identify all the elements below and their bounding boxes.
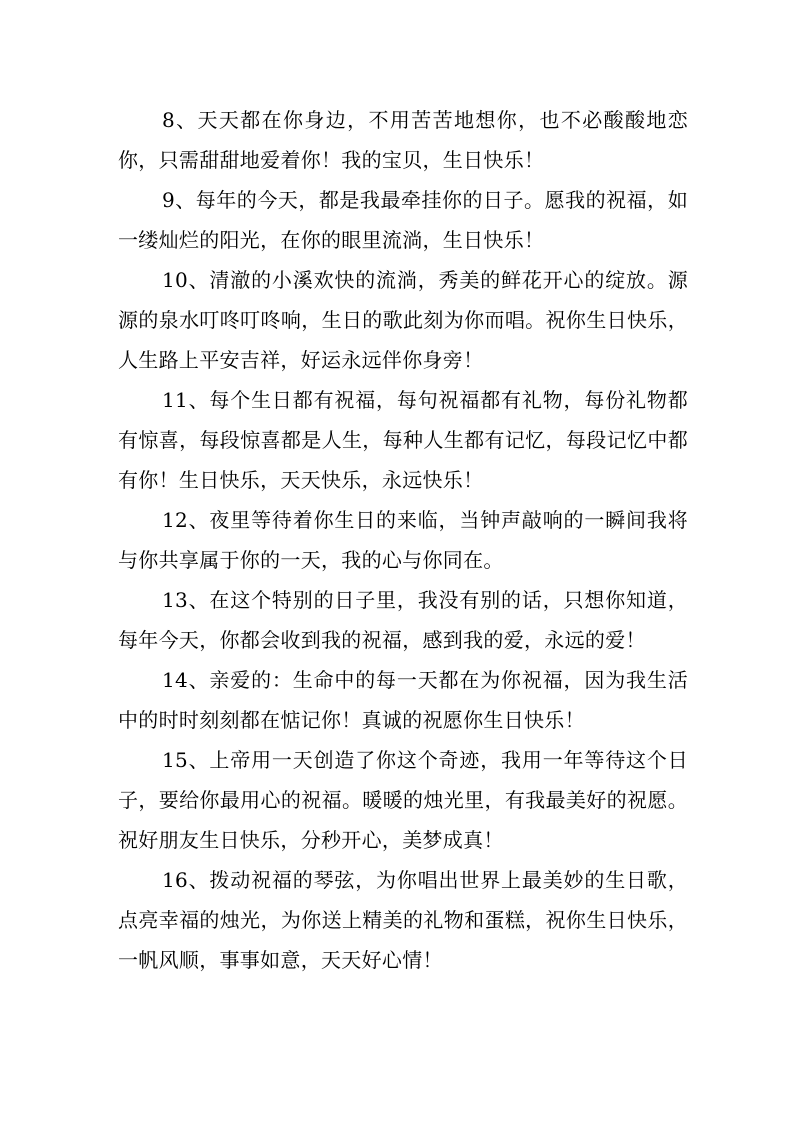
paragraph-11: 11、每个生日都有祝福，每句祝福都有礼物，每份礼物都有惊喜，每段惊喜都是人生，每种人生都有记忆，每段记忆中都有你！生日快乐，天天快乐，永远快乐！ <box>118 388 688 492</box>
paragraph-13: 13、在这个特别的日子里，我没有别的话，只想你知道，每年今天，你都会收到我的祝福，感到我的爱，永远的爱！ <box>118 588 688 652</box>
paragraph-14: 14、亲爱的：生命中的每一天都在为你祝福，因为我生活中的时时刻刻都在惦记你！真诚的祝愿你生日快乐！ <box>118 668 688 732</box>
paragraph-9: 9、每年的今天，都是我最牵挂你的日子。愿我的祝福，如一缕灿烂的阳光，在你的眼里流淌，生日快乐！ <box>118 188 688 252</box>
paragraph-8: 8、天天都在你身边，不用苦苦地想你，也不必酸酸地恋你，只需甜甜地爱着你！我的宝贝，生日快乐！ <box>118 108 688 172</box>
document-body <box>118 100 688 980</box>
paragraph-10: 10、清澈的小溪欢快的流淌，秀美的鲜花开心的绽放。源源的泉水叮咚叮咚响，生日的歌此刻为你而唱。祝你生日快乐，人生路上平安吉祥，好运永远伴你身旁！ <box>118 268 688 372</box>
paragraph-12: 12、夜里等待着你生日的来临，当钟声敲响的一瞬间我将与你共享属于你的一天，我的心与你同在。 <box>118 508 688 572</box>
paragraph-16: 16、拨动祝福的琴弦，为你唱出世界上最美妙的生日歌，点亮幸福的烛光，为你送上精美的礼物和蛋糕，祝你生日快乐，一帆风顺，事事如意，天天好心情！ <box>118 868 688 972</box>
paragraph-15: 15、上帝用一天创造了你这个奇迹，我用一年等待这个日子，要给你最用心的祝福。暖暖的烛光里，有我最美好的祝愿。祝好朋友生日快乐，分秒开心，美梦成真！ <box>118 748 688 852</box>
